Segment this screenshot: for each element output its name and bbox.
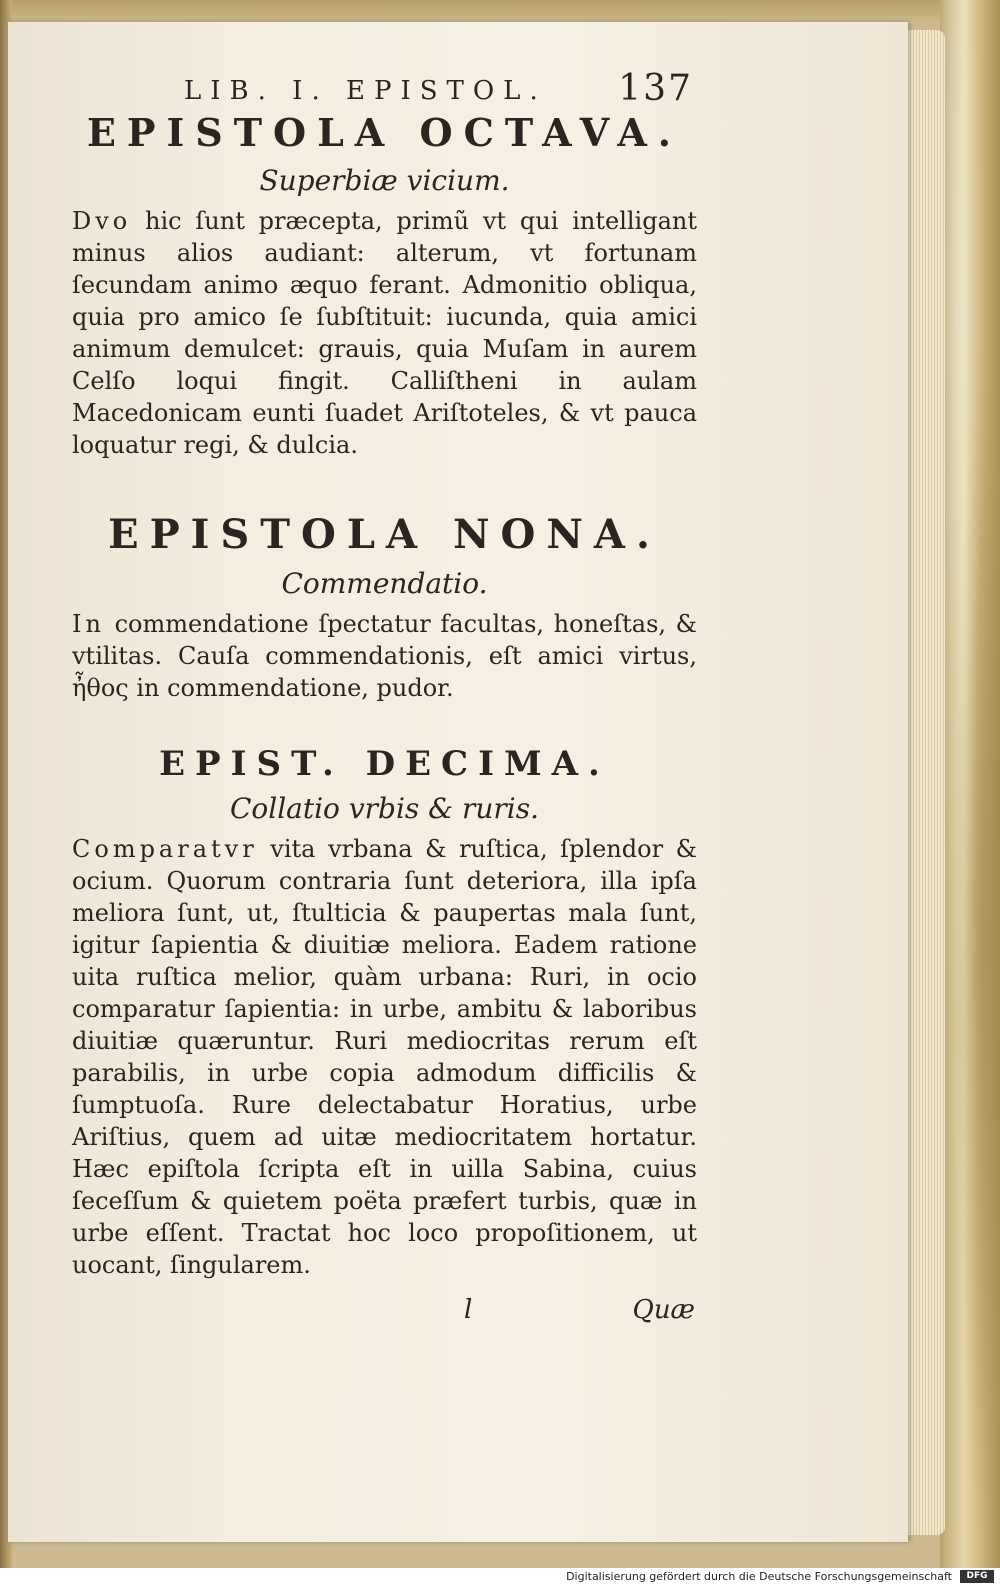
dfg-logo: DFG: [960, 1570, 994, 1583]
body-text: vita vrbana & ruſtica, ſplendor & ocium. Quorum contraria ſunt deteriora, illa ipſa meliora ſunt, ut, ſtulticia & paupertas mala ſunt, igitur ſapientia & diuitiæ meliora. Eadem ratione uita ruſtica melior, quàm urbana: Ruri, in ocio comparatur ſapientia: in urbe, ambitu & laboribus diuitiæ quæruntur. Ruri mediocritas rerum eſt parabilis, in urbe copia admodum difficilis & ſumptuoſa. Rure delectabatur Horatius, urbe Ariſtius, quem ad uitæ mediocritatem hortatur. Hæc epiſtola ſcripta eſt in uilla Sabina, cuius ſeceſſum & quietem poëta præfert turbis, quæ in urbe eſſent. Tractat hoc loco propoſitionem, ut uocant, ſingularem.: [72, 835, 697, 1280]
section-epistola-octava: [72, 110, 697, 461]
body-text: hic ſunt præcepta, primũ vt qui intelligant minus alios audiant: alterum, vt fortunam ſecundam animo æquo ferant. Admonitio obliqua, quia pro amico ſe ſubſtituit: iucunda, quia amici animum demulcet: grauis, quia Muſam in aurem Celſo loqui fingit. Calliſtheni in aulam Macedonicam eunti ſuadet Ariſtoteles, & vt pauca loquatur regi, & dulcia.: [72, 206, 697, 459]
section-subtitle: Collatio vrbis & ruris.: [229, 792, 540, 826]
section-heading: EPISTOLA OCTAVA.: [86, 110, 683, 155]
page-footer-marks: [72, 1295, 697, 1339]
section-heading: EPIST. DECIMA.: [159, 743, 610, 784]
section-subtitle: Superbiæ vicium.: [259, 163, 510, 197]
catchword: Quæ: [632, 1295, 695, 1326]
scan-top-edge: [0, 0, 1000, 22]
section-subtitle: Commendatio.: [281, 566, 488, 600]
lead-word: Dvo: [72, 206, 132, 235]
book-board-right: [940, 0, 1000, 1568]
funding-credit: Digitalisierung gefördert durch die Deutsche Forschungsgemeinschaft: [566, 1570, 952, 1583]
signature-mark: l: [464, 1295, 473, 1326]
lead-word: Comparatvr: [72, 835, 258, 864]
section-heading: EPISTOLA NONA.: [108, 510, 661, 558]
digitization-footer: [0, 1568, 1000, 1586]
section-epistola-nona: [72, 511, 697, 704]
page-number: 137: [618, 68, 693, 109]
page-edges: [905, 30, 945, 1535]
running-head-text: LIB. I. EPISTOL.: [184, 76, 547, 106]
page-content: [72, 60, 697, 1339]
section-epist-decima: [72, 744, 697, 1282]
section-body: [72, 608, 697, 704]
section-body: [72, 205, 697, 461]
section-body: [72, 833, 697, 1281]
lead-word: In: [72, 609, 105, 638]
running-head: [72, 60, 697, 110]
body-text: commendatione ſpectatur facultas, honeſtas, & vtilitas. Cauſa commendationis, eſt amici virtus, ἦθος in commendatione, pudor.: [72, 609, 697, 702]
